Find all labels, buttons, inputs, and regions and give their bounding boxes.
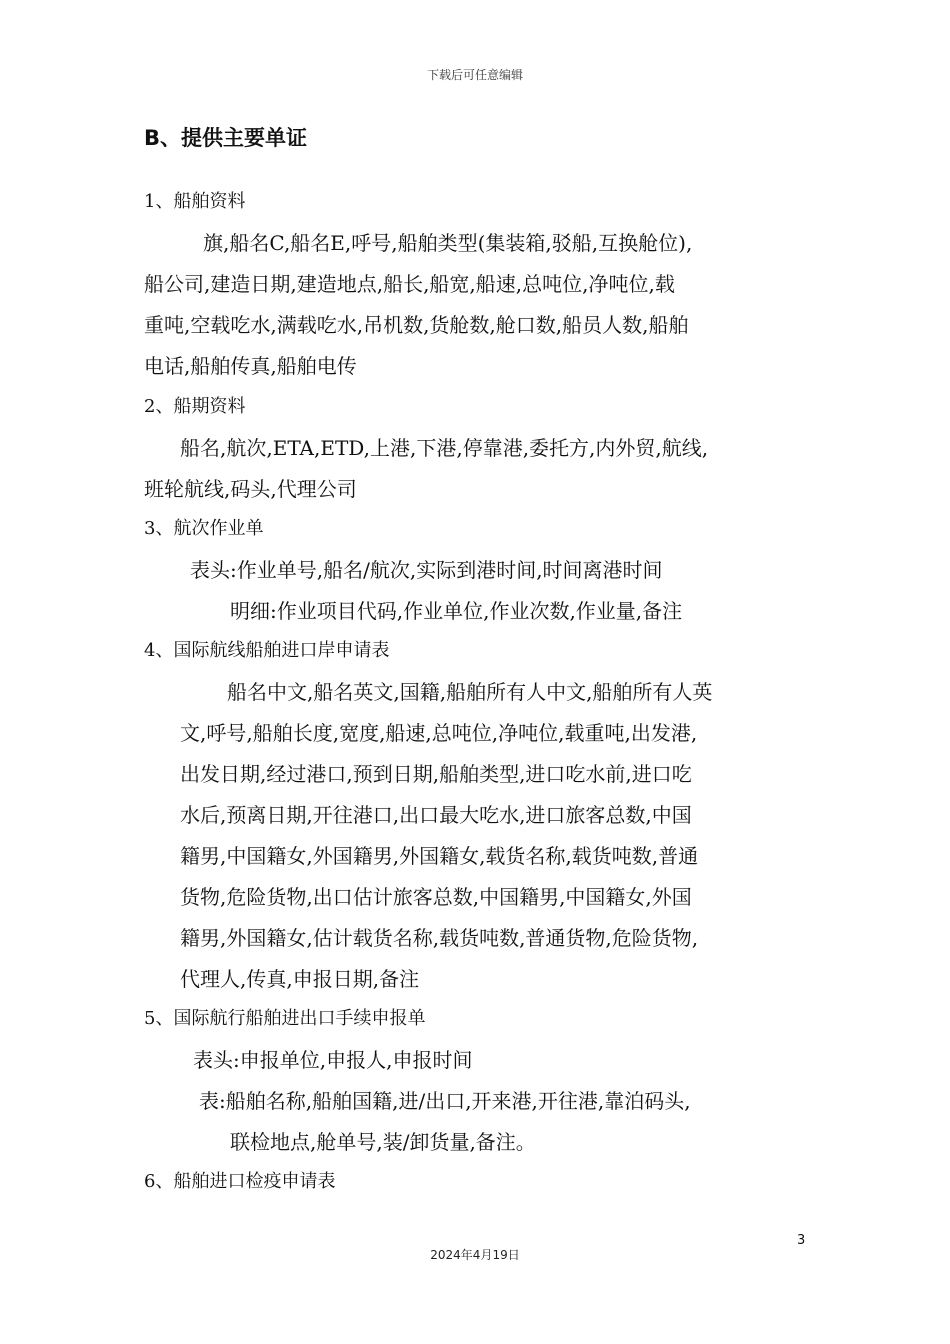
text-line: 代理人,传真,申报日期,备注 [180,967,420,991]
text-line: 表:船舶名称,船舶国籍,进/出口,开来港,开往港,靠泊码头, [199,1089,691,1113]
text-line: 旗,船名C,船名E,呼号,船舶类型(集装箱,驳船,互换舱位), [203,231,693,255]
text-line: 电话,船舶传真,船舶电传 [144,354,357,378]
section-heading-6: 6、船舶进口检疫申请表 [144,1171,336,1192]
section-heading-4: 4、国际航线船舶进口岸申请表 [144,640,390,661]
text-line: 船公司,建造日期,建造地点,船长,船宽,船速,总吨位,净吨位,载 [144,272,675,296]
section-heading-3: 3、航次作业单 [144,518,264,539]
text-line: 联检地点,舱单号,装/卸货量,备注。 [230,1130,536,1154]
text-line: 籍男,外国籍女,估计载货名称,载货吨数,普通货物,危险货物, [180,926,699,950]
text-line: 水后,预离日期,开往港口,出口最大吃水,进口旅客总数,中国 [180,803,692,827]
text-line: 籍男,中国籍女,外国籍男,外国籍女,载货名称,载货吨数,普通 [180,844,699,868]
text-line: 出发日期,经过港口,预到日期,船舶类型,进口吃水前,进口吃 [180,762,692,786]
text-line: 表头:申报单位,申报人,申报时间 [193,1048,473,1072]
page-footer-date: 2024年4月19日 [430,1248,520,1262]
text-line: 货物,危险货物,出口估计旅客总数,中国籍男,中国籍女,外国 [180,885,692,909]
text-line: 重吨,空载吃水,满载吃水,吊机数,货舱数,舱口数,船员人数,船舶 [144,313,689,337]
section-title: B、提供主要单证 [144,126,308,150]
text-line: 班轮航线,码头,代理公司 [144,477,357,501]
section-heading-5: 5、国际航行船舶进出口手续申报单 [144,1008,426,1029]
text-line: 文,呼号,船舶长度,宽度,船速,总吨位,净吨位,载重吨,出发港, [180,721,698,745]
section-heading-2: 2、船期资料 [144,396,246,417]
page-header: 下载后可任意编辑 [426,68,523,82]
text-line: 明细:作业项目代码,作业单位,作业次数,作业量,备注 [230,599,683,623]
text-line: 表头:作业单号,船名/航次,实际到港时间,时间离港时间 [190,558,663,582]
text-line: 船名,航次,ETA,ETD,上港,下港,停靠港,委托方,内外贸,航线, [180,436,709,460]
page-number: 3 [797,1233,806,1248]
text-line: 船名中文,船名英文,国籍,船舶所有人中文,船舶所有人英 [227,680,713,704]
section-heading-1: 1、船舶资料 [144,191,246,212]
